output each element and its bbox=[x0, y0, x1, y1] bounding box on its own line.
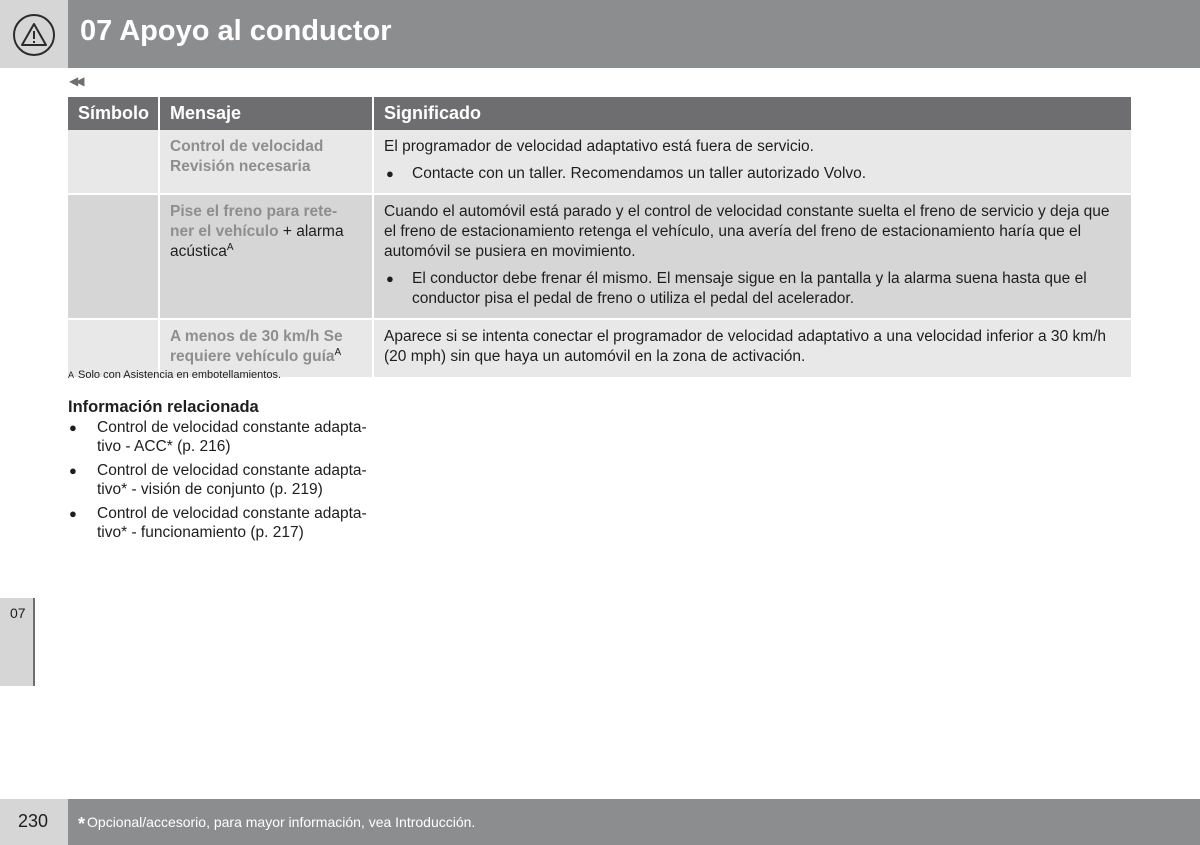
table-row bbox=[68, 194, 1131, 319]
related-link-text[interactable]: Control de velocidad constante adapta-tivo - ACC* (p. 216) bbox=[97, 419, 367, 455]
meaning-cell bbox=[373, 319, 1131, 378]
related-link-text[interactable]: Control de velocidad constante adapta-tivo* - funcionamiento (p. 217) bbox=[97, 505, 367, 541]
bullet-dot: ● bbox=[386, 271, 394, 286]
meaning-text: Aparece si se intenta conectar el programador de velocidad adaptativo a una velocidad inferior a 30 km/h (20 mph) sin que haya un automóvil en la zona de activación. bbox=[384, 328, 1107, 365]
bullet-dot: ● bbox=[69, 463, 77, 478]
meaning-cell bbox=[373, 194, 1131, 319]
footer-note bbox=[78, 814, 475, 835]
meaning-text: El programador de velocidad adaptativo está fuera de servicio. bbox=[384, 138, 814, 155]
message-line: Pise el freno para rete- bbox=[170, 203, 338, 220]
message-cell bbox=[159, 130, 373, 194]
message-table bbox=[68, 97, 1131, 379]
footer-note-text: Opcional/accesorio, para mayor información, vea Introducción. bbox=[87, 814, 476, 830]
footer-bar bbox=[68, 799, 1200, 845]
symbol-cell bbox=[68, 194, 159, 319]
symbol-cell bbox=[68, 130, 159, 194]
related-link[interactable] bbox=[68, 504, 388, 542]
meaning-bullet bbox=[384, 164, 1121, 184]
page-number: 230 bbox=[18, 811, 49, 831]
message-line: requiere vehículo guía bbox=[170, 348, 335, 365]
double-chevron-left-icon[interactable]: ◀◀ bbox=[69, 74, 82, 88]
column-header-meaning: Significado bbox=[373, 97, 1131, 130]
message-line: Control de velocidad bbox=[170, 138, 324, 155]
table-footnote bbox=[68, 369, 281, 381]
bullet-dot: ● bbox=[386, 166, 394, 181]
message-line: Revisión necesaria bbox=[170, 158, 311, 175]
related-info-title: Información relacionada bbox=[68, 398, 259, 416]
meaning-cell bbox=[373, 130, 1131, 194]
message-line: ner el vehículo bbox=[170, 223, 279, 240]
column-header-symbol: Símbolo bbox=[68, 97, 159, 130]
table-header-row bbox=[68, 97, 1131, 130]
bullet-text: Contacte con un taller. Recomendamos un taller autorizado Volvo. bbox=[412, 165, 867, 182]
warning-triangle-icon bbox=[13, 14, 55, 56]
meaning-bullet bbox=[384, 269, 1121, 309]
related-info-list bbox=[68, 418, 388, 547]
bullet-dot: ● bbox=[69, 420, 77, 435]
chapter-side-tab[interactable] bbox=[0, 598, 35, 686]
message-cell bbox=[159, 194, 373, 319]
bullet-text: El conductor debe frenar él mismo. El mensaje sigue en la pantalla y la alarma suena hasta que el conductor pisa el pedal de freno o utiliza el pedal del acelerador. bbox=[412, 270, 1087, 307]
related-link[interactable] bbox=[68, 461, 388, 499]
chapter-header bbox=[68, 0, 1200, 68]
chapter-side-tab-label: 07 bbox=[10, 605, 26, 621]
chapter-icon-block bbox=[0, 0, 68, 68]
chapter-title: 07 Apoyo al conductor bbox=[80, 15, 392, 47]
asterisk-icon: * bbox=[78, 814, 86, 834]
table-row bbox=[68, 130, 1131, 194]
footnote-text: Solo con Asistencia en embotellamientos. bbox=[78, 369, 282, 381]
related-link[interactable] bbox=[68, 418, 388, 456]
footnote-marker: A bbox=[68, 370, 75, 380]
message-plain: + alarma bbox=[278, 223, 344, 240]
footnote-ref: A bbox=[334, 347, 342, 358]
page-number-box bbox=[0, 799, 68, 845]
bullet-dot: ● bbox=[69, 506, 77, 521]
column-header-message: Mensaje bbox=[159, 97, 373, 130]
footnote-ref: A bbox=[226, 242, 234, 253]
message-plain: acústica bbox=[170, 243, 227, 260]
meaning-text: Cuando el automóvil está parado y el control de velocidad constante suelta el freno de servicio y deja que el freno de estacionamiento retenga el vehículo, una avería del freno de estacionamiento haría que el automóvil se pusiera en movimiento. bbox=[384, 203, 1110, 260]
message-line: A menos de 30 km/h Se bbox=[170, 328, 343, 345]
related-link-text[interactable]: Control de velocidad constante adapta-tivo* - visión de conjunto (p. 219) bbox=[97, 462, 367, 498]
